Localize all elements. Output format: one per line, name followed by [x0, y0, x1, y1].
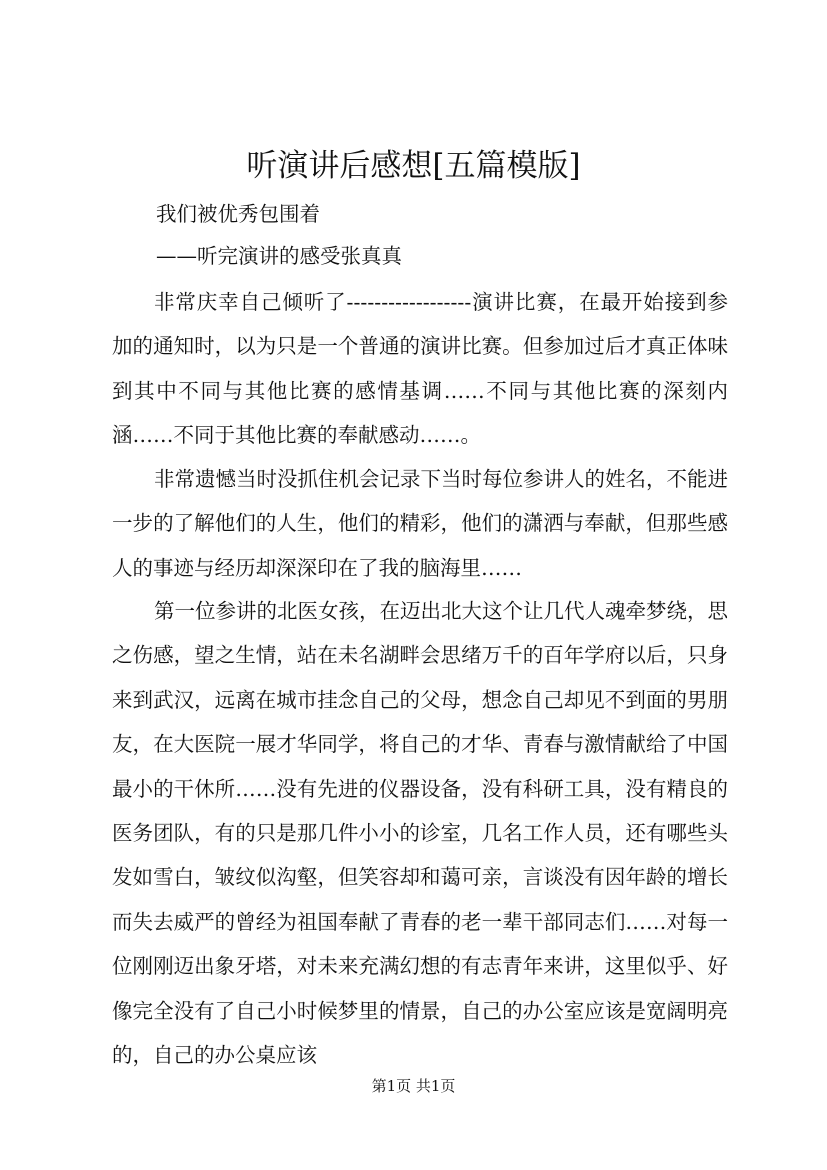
document-title: 听演讲后感想[五篇模版]	[246, 148, 581, 184]
paragraph-3: 第一位参讲的北医女孩，在迈出北大这个让几代人魂牵梦绕，思之伤感，望之生情，站在未名湖畔会思绪万千的百年学府以后，只身来到武汉，远离在城市挂念自己的父母，想念自己却见不到面的男朋友，在大医院一展才华同学，将自己的才华、青春与激情献给了中国最小的干休所……没有先进的仪器设备，没有科研工具，没有精良的医务团队，有的只是那几件小小的诊室，几名工作人员，还有哪些头发如雪白，皱纹似沟壑，但笑容却和蔼可亲，言谈没有因年龄的增长而失去威严的曾经为祖国奉献了青春的老一辈干部同志们……对每一位刚刚迈出象牙塔，对未来充满幻想的有志青年来讲，这里似乎、好像完全没有了自己小时候梦里的情景，自己的办公室应该是宽阔明亮的，自己的办公桌应该	[112, 599, 728, 1068]
page-footer: 第1页 共1页	[371, 1077, 456, 1095]
paragraph-2: 非常遗憾当时没抓住机会记录下当时每位参讲人的姓名，不能进一步的了解他们的人生，他们的精彩，他们的潇洒与奉献，但那些感人的事迹与经历却深深印在了我的脑海里……	[112, 467, 728, 580]
subtitle-line-1: 我们被优秀包围着	[156, 202, 320, 226]
paragraph-1: 非常庆幸自己倾听了------------------演讲比赛，在最开始接到参加的通知时，以为只是一个普通的演讲比赛。但参加过后才真正体味到其中不同与其他比赛的感情基调……不同与其他比赛的深刻内涵……不同于其他比赛的奉献感动……。	[112, 290, 728, 448]
subtitle-line-2: ——听完演讲的感受张真真	[156, 244, 402, 268]
